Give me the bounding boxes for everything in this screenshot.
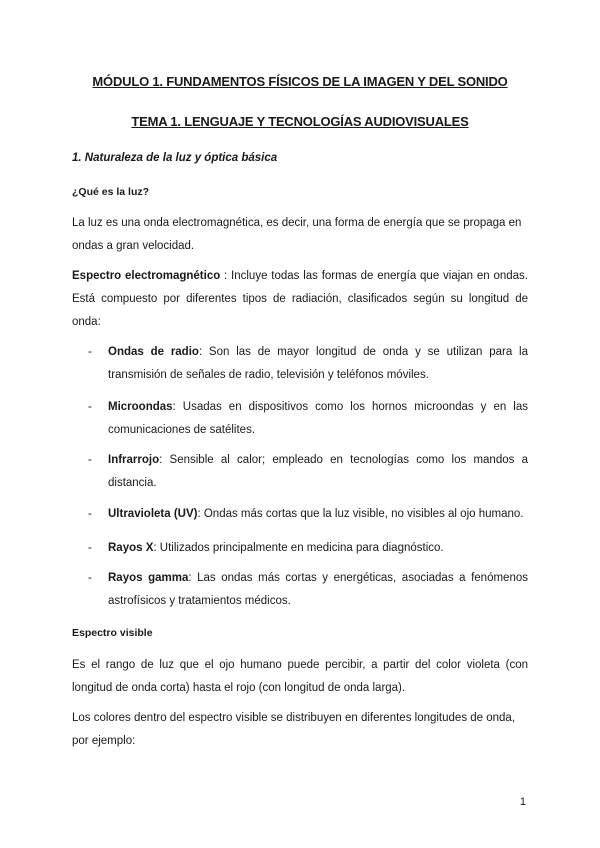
list-item-term: Rayos gamma [108,572,189,584]
list-item-term: Ondas de radio [108,346,199,358]
list-item-text [108,537,528,560]
list-item-term: Ultravioleta (UV) [108,508,198,520]
list-item-desc: : Utilizados principalmente en medicina para diagnóstico. [153,542,444,554]
list-item-desc: : Son las de mayor longitud de onda y se utilizan para la transmisión de señales de radio, televisión y teléfonos móviles. [108,346,528,381]
list-item-desc: : Sensible al calor; empleado en tecnologías como los mandos a distancia. [108,454,528,489]
list-item-term: Infrarrojo [108,454,160,466]
section-heading: 1. Naturaleza de la luz y óptica básica [72,152,278,164]
list-item-desc: : Las ondas más cortas y energéticas, asociadas a fenómenos astrofísicos y tratamientos médicos. [108,572,528,607]
spectrum-paragraph [72,265,528,334]
module-title: MÓDULO 1. FUNDAMENTOS FÍSICOS DE LA IMAGEN Y DEL SONIDO [92,74,508,89]
list-item-desc: : Usadas en dispositivos como los hornos microondas y en las comunicaciones de satélites. [108,401,528,436]
list-item-text [108,341,528,387]
spectrum-definition: : Incluye todas las formas de energía que viajan en ondas. Está compuesto por diferentes tipos de radiación, clasificados según su longitud de onda: [72,270,528,328]
spectrum-term: Espectro electromagnético [72,270,221,282]
question-heading: ¿Qué es la luz? [72,186,150,198]
list-dash: - [88,346,92,358]
list-dash: - [88,508,92,520]
visible-spectrum-heading: Espectro visible [72,627,153,639]
list-dash: - [88,542,92,554]
list-dash: - [88,572,92,584]
intro-paragraph: La luz es una onda electromagnética, es decir, una forma de energía que se propaga en ondas a gran velocidad. [72,217,522,252]
page-number: 1 [519,796,526,808]
list-item-desc: : Ondas más cortas que la luz visible, no visibles al ojo humano. [197,508,524,520]
list-item-text [108,567,528,613]
list-item-term: Microondas [108,401,173,413]
list-dash: - [88,401,92,413]
colors-paragraph: Los colores dentro del espectro visible se distribuyen en diferentes longitudes de onda, por ejemplo: [72,712,516,747]
list-item-text [108,396,528,442]
list-item-term: Rayos X [108,542,154,554]
visible-spectrum-paragraph: Es el rango de luz que el ojo humano puede percibir, a partir del color violeta (con longitud de onda corta) hasta el rojo (con longitud de onda larga). [72,659,528,694]
list-dash: - [88,454,92,466]
topic-title: TEMA 1. LENGUAJE Y TECNOLOGÍAS AUDIOVISUALES [131,114,469,129]
list-item-text [108,503,528,526]
list-item-text [108,449,528,495]
